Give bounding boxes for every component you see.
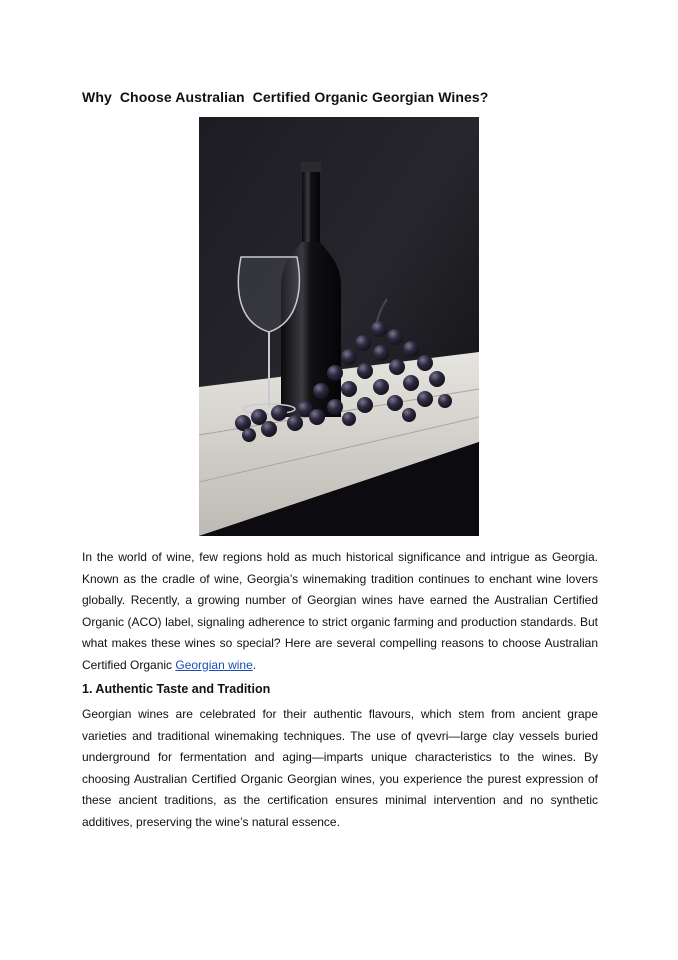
section-paragraph: Georgian wines are celebrated for their authentic flavours, which stem from ancient grape varieties and traditional winemaking techniques. The use of qvevri—large clay vessels buried underground for fermentation and aging—imparts unique characteristics to the wines. By choosing Australian Certified Organic Georgian wines, you experience the purest expression of these ancient traditions, as the certification ensures minimal intervention and no synthetic additives, preserving the wine’s natural essence.: [82, 707, 598, 829]
document-title: Why Choose Australian Certified Organic Georgian Wines?: [82, 89, 489, 106]
intro-paragraph: [82, 547, 598, 676]
georgian-wine-link[interactable]: Georgian wine: [175, 657, 253, 672]
wine-photo: [199, 117, 479, 536]
wine-bottle-glass-grapes-photo-icon: [199, 117, 479, 536]
section-heading: 1. Authentic Taste and Tradition: [82, 682, 271, 696]
intro-after-link: .: [252, 657, 257, 672]
intro-text: In the world of wine, few regions hold as much historical significance and intrigue as Georgia. Known as the cradle of wine, Georgia’s winemaking tradition continues to enchant wine lovers globally. Recently, a growing number of Georgian wines have earned the Australian Certified Organic (ACO) label, signaling adherence to strict organic farming and production standards. But what makes these wines so special? Here are several compelling reasons to choose Australian Certified Organic: [82, 550, 598, 672]
